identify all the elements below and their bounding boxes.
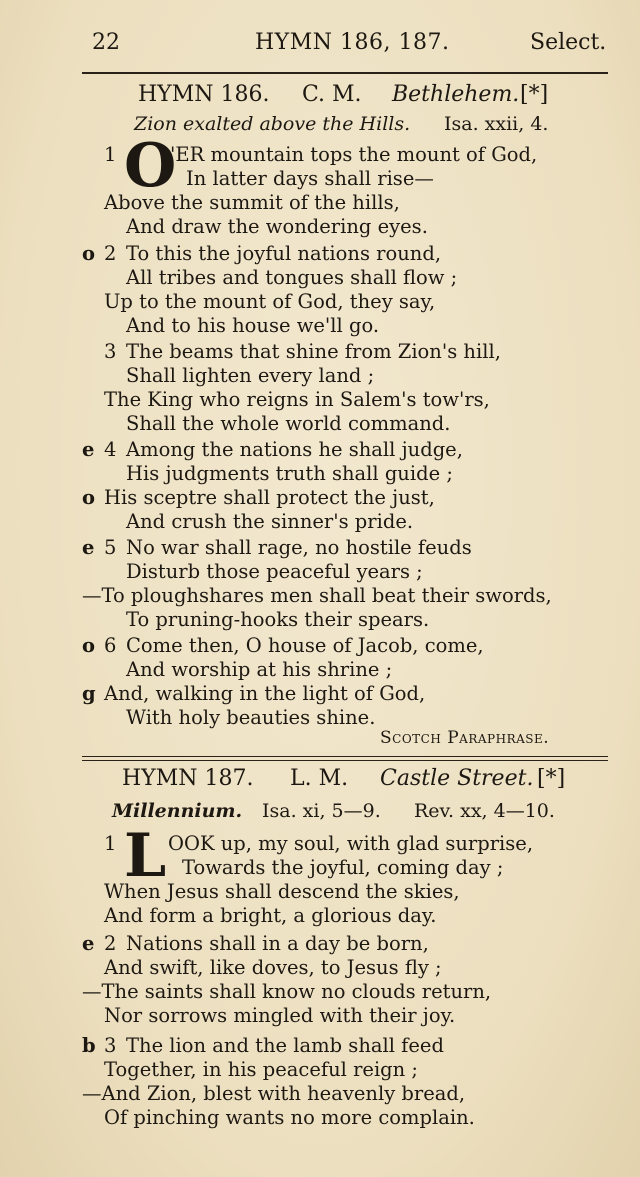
dynamic-mark: e [82, 932, 95, 955]
verse-line: And form a bright, a glorious day. [104, 904, 437, 927]
dynamic-mark: o [82, 486, 96, 509]
dynamic-mark: o [82, 634, 96, 657]
verse-number: 5 [104, 536, 117, 559]
verse-line: —To ploughshares men shall beat their swords, [82, 584, 552, 607]
verse-line: The lion and the lamb shall feed [126, 1034, 444, 1057]
scripture-reference: Isa. xi, 5—9. [262, 800, 381, 822]
verse-line: To this the joyful nations round, [126, 242, 442, 265]
verse-line: His judgments truth shall guide ; [126, 462, 453, 485]
verse-number: 1 [104, 832, 117, 855]
verse-number: 3 [104, 1034, 117, 1057]
dynamic-mark: e [82, 536, 95, 559]
verse-line: Nor sorrows mingled with their joy. [104, 1004, 456, 1027]
hymn-186-subject [0, 113, 640, 139]
verse-number: 2 [104, 932, 117, 955]
running-title: HYMN 186, 187. [255, 30, 450, 55]
hymn-subject: Millennium. [112, 800, 243, 822]
hymn-flag: [*] [520, 82, 549, 107]
verse-number: 4 [104, 438, 117, 461]
verse-number: 3 [104, 340, 117, 363]
verse-line: The beams that shine from Zion's hill, [126, 340, 501, 363]
page-number: 22 [92, 30, 120, 55]
verse-line: Of pinching wants no more complain. [104, 1106, 475, 1129]
running-header [0, 30, 640, 62]
verse-line: The King who reigns in Salem's tow'rs, [104, 388, 490, 411]
hymn-number: HYMN 186. [138, 82, 270, 107]
verse-line: In latter days shall rise— [186, 167, 434, 190]
hymn-meter: C. M. [302, 82, 362, 107]
verse-number: 6 [104, 634, 117, 657]
verse-line: No war shall rage, no hostile feuds [126, 536, 472, 559]
hymn-187-subject [0, 800, 640, 826]
drop-cap: L [124, 821, 167, 891]
dynamic-mark: g [82, 682, 96, 705]
verse-line: OOK up, my soul, with glad surprise, [168, 832, 534, 855]
hymn-meter: L. M. [290, 766, 349, 791]
verse-line: 'ER mountain tops the mount of God, [170, 143, 538, 166]
verse-line: Come then, O house of Jacob, come, [126, 634, 484, 657]
verse-line: Up to the mount of God, they say, [104, 290, 436, 313]
verse-line: And worship at his shrine ; [126, 658, 393, 681]
hymn-number: HYMN 187. [122, 766, 254, 791]
verse-line: Shall lighten every land ; [126, 364, 375, 387]
drop-cap: O [124, 131, 177, 201]
verse-line: —And Zion, blest with heavenly bread, [82, 1082, 466, 1105]
verse-line: Disturb those peaceful years ; [126, 560, 423, 583]
hymn-subject: Zion exalted above the Hills. [134, 113, 411, 135]
verse-line: His sceptre shall protect the just, [104, 486, 435, 509]
verse-line: Among the nations he shall judge, [126, 438, 463, 461]
hymn-186-heading [0, 82, 640, 112]
verse-line: With holy beauties shine. [126, 706, 376, 729]
verse-line: Towards the joyful, coming day ; [182, 856, 504, 879]
hymn-tune: Castle Street. [380, 766, 534, 791]
hymn-tune: Bethlehem. [392, 82, 520, 107]
verse-line: And draw the wondering eyes. [126, 215, 428, 238]
dynamic-mark: b [82, 1034, 96, 1057]
verse-line: Above the summit of the hills, [104, 191, 400, 214]
verse-line: —The saints shall know no clouds return, [82, 980, 492, 1003]
verse-number: 2 [104, 242, 117, 265]
verse-line: Nations shall in a day be born, [126, 932, 429, 955]
hymn-187-heading [0, 766, 640, 796]
section-label: Select. [530, 30, 607, 55]
verse-line: Shall the whole world command. [126, 412, 451, 435]
verse-line: And swift, like doves, to Jesus fly ; [104, 956, 442, 979]
verse-line: And crush the sinner's pride. [126, 510, 414, 533]
verse-line: And to his house we'll go. [126, 314, 380, 337]
scripture-reference: Isa. xxii, 4. [444, 113, 549, 135]
dynamic-mark: e [82, 438, 95, 461]
section-divider [82, 756, 608, 761]
scripture-reference: Rev. xx, 4—10. [414, 800, 555, 822]
dynamic-mark: o [82, 242, 96, 265]
hymn-flag: [*] [537, 766, 566, 791]
verse-line: When Jesus shall descend the skies, [104, 880, 460, 903]
attribution: Scotch Paraphrase. [380, 728, 550, 748]
verse-number: 1 [104, 143, 117, 166]
verse-line: Together, in his peaceful reign ; [104, 1058, 418, 1081]
verse-line: And, walking in the light of God, [104, 682, 426, 705]
verse-line: To pruning-hooks their spears. [126, 608, 430, 631]
header-rule [82, 72, 608, 74]
verse-line: All tribes and tongues shall flow ; [126, 266, 458, 289]
